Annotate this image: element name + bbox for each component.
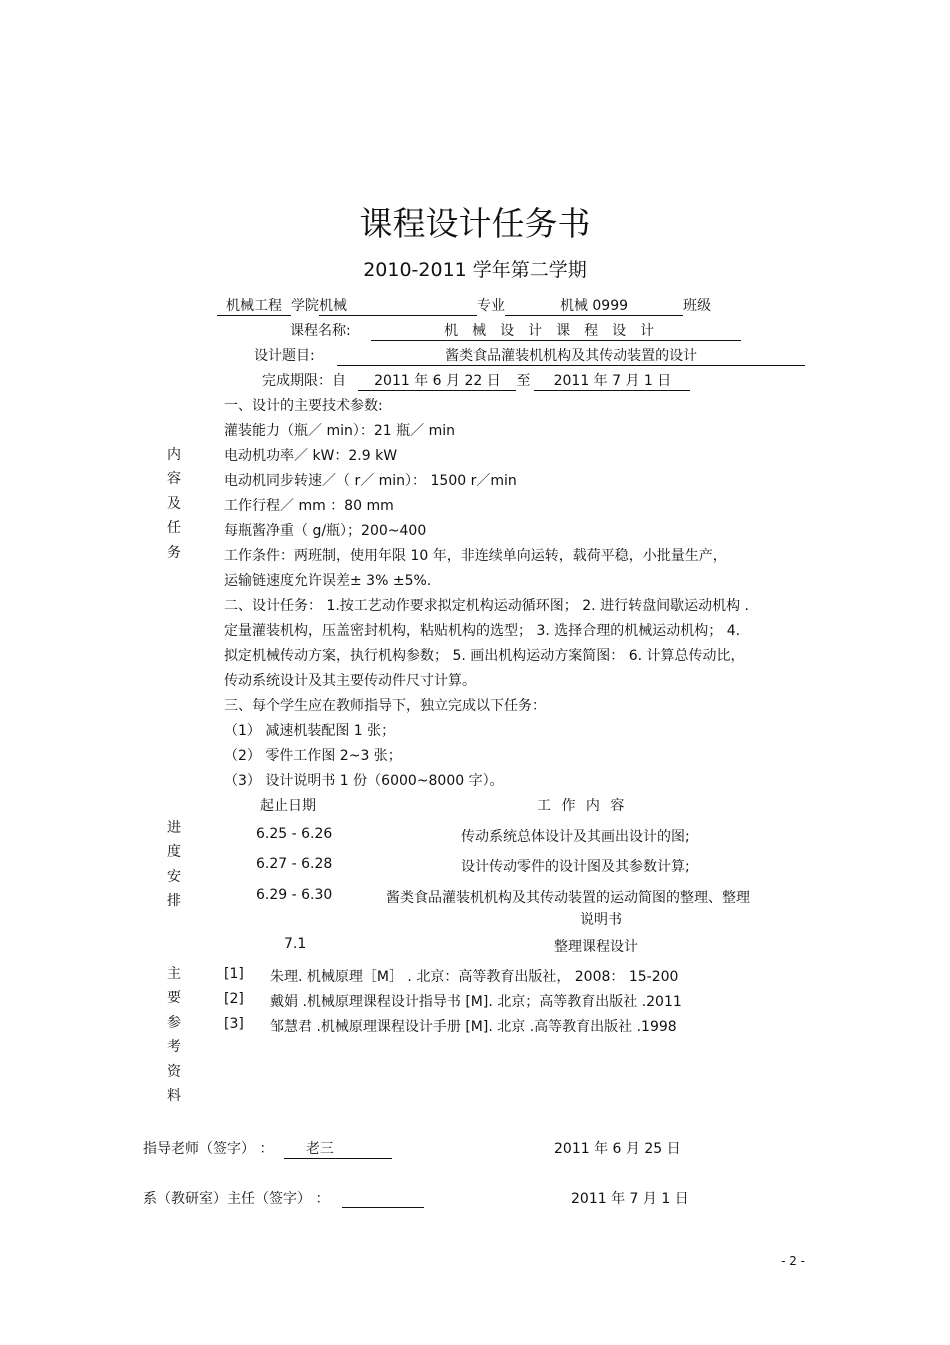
schedule-row-3-work-cont: 说明书 [580, 912, 622, 928]
schedule-col-date: 起止日期 [260, 798, 316, 814]
schedule-row-2-date: 6.27 - 6.28 [256, 856, 333, 872]
schedule-row-3-date: 6.29 - 6.30 [256, 887, 333, 903]
director-signature-line [143, 1188, 424, 1208]
director-name [342, 1191, 424, 1208]
content-line-4: 电动机同步转速／（ r／ min）： 1500 r／min [224, 473, 517, 489]
content-line-1: 一、设计的主要技术参数: [224, 398, 383, 414]
schedule-row-3-work: 酱类食品灌装机机构及其传动装置的运动简图的整理、整理 [386, 890, 750, 906]
content-line-2: 灌装能力（瓶／ min）：21 瓶／ min [224, 423, 455, 439]
topic-label: 设计题目: [254, 348, 315, 364]
advisor-name-text: 老三 [305, 1141, 334, 1157]
period-start: 2011 年 6 月 22 日 [358, 370, 516, 391]
topic-line [254, 345, 805, 366]
schedule-row-1-work: 传动系统总体设计及其画出设计的图; [461, 829, 690, 845]
content-side-label: 内容及任务 [167, 447, 181, 561]
content-line-11: 拟定机械传动方案，执行机构参数； 5. 画出机构运动方案简图： 6. 计算总传动比， [224, 648, 745, 664]
reference-1-num: [1] [224, 966, 244, 982]
content-line-10: 定量灌装机构，压盖密封机构，粘贴机构的选型； 3. 选择合理的机械运动机构； 4. [224, 623, 741, 639]
schedule-col-work: 工 作 内 容 [537, 798, 625, 814]
content-line-7: 工作条件：两班制，使用年限 10 年，非连续单向运转，载荷平稳，小批量生产， [224, 548, 727, 564]
college-label: 学院 [291, 298, 319, 314]
schedule-side-label: 进度安排 [167, 820, 181, 910]
director-date: 2011 年 7 月 1 日 [571, 1191, 689, 1207]
director-label: 系（教研室）主任（签字） ： [143, 1191, 330, 1207]
schedule-row-4-work: 整理课程设计 [554, 939, 638, 955]
page-title: 课程设计任务书 [359, 204, 591, 243]
reference-2-num: [2] [224, 991, 244, 1007]
college-major-class-line [217, 295, 711, 316]
course-label: 课程名称: [290, 323, 351, 339]
class-label: 班级 [683, 298, 711, 314]
content-line-16: （3） 设计说明书 1 份（6000~8000 字）。 [224, 773, 504, 789]
class-value: 机械 0999 [505, 295, 683, 316]
major-value: 机械 [319, 295, 477, 316]
advisor-label: 指导老师（签字） ： [143, 1141, 274, 1157]
page-number: - 2 - [781, 1254, 805, 1268]
topic-value: 酱类食品灌装机机构及其传动装置的设计 [337, 345, 805, 366]
reference-3-num: [3] [224, 1016, 244, 1032]
schedule-row-4-date: 7.1 [284, 936, 307, 952]
advisor-signature-line [143, 1138, 392, 1159]
course-line [290, 320, 741, 341]
content-line-8: 运输链速度允许误差± 3% ±5%. [224, 573, 432, 589]
advisor-name [284, 1138, 392, 1159]
course-value: 机械设计课程设计 [371, 320, 741, 341]
content-line-6: 每瓶酱净重（ g/瓶）；200~400 [224, 523, 427, 539]
content-line-12: 传动系统设计及其主要传动件尺寸计算。 [224, 673, 476, 689]
content-line-5: 工作行程／ mm ：80 mm [224, 498, 394, 514]
college-value: 机械工程 [217, 295, 291, 316]
term-subtitle: 2010-2011 学年第二学期 [363, 259, 587, 281]
content-line-9: 二、设计任务： 1.按工艺动作要求拟定机构运动循环图； 2. 进行转盘间歇运动机构 . [224, 598, 749, 614]
schedule-row-2-work: 设计传动零件的设计图及其参数计算; [461, 859, 690, 875]
major-label: 专业 [477, 298, 505, 314]
content-line-14: （1） 减速机装配图 1 张； [224, 723, 396, 739]
references-side-label: 主要参考资料 [167, 966, 181, 1105]
content-line-3: 电动机功率／ kW：2.9 kW [224, 448, 398, 464]
period-end: 2011 年 7 月 1 日 [534, 370, 690, 391]
advisor-date: 2011 年 6 月 25 日 [554, 1141, 681, 1157]
content-line-15: （2） 零件工作图 2~3 张； [224, 748, 402, 764]
period-label: 完成期限：自 [262, 373, 346, 389]
period-line [262, 370, 690, 391]
schedule-row-1-date: 6.25 - 6.26 [256, 826, 333, 842]
content-line-13: 三、每个学生应在教师指导下，独立完成以下任务： [224, 698, 546, 714]
reference-1-text: 朱理. 机械原理［M］ . 北京：高等教育出版社， 2008： 15-200 [270, 969, 679, 985]
reference-3-text: 邹慧君 .机械原理课程设计手册 [M]. 北京 .高等教育出版社 .1998 [270, 1019, 677, 1035]
period-to: 至 [516, 373, 531, 389]
reference-2-text: 戴娟 .机械原理课程设计指导书 [M]. 北京；高等教育出版社 .2011 [270, 994, 682, 1010]
